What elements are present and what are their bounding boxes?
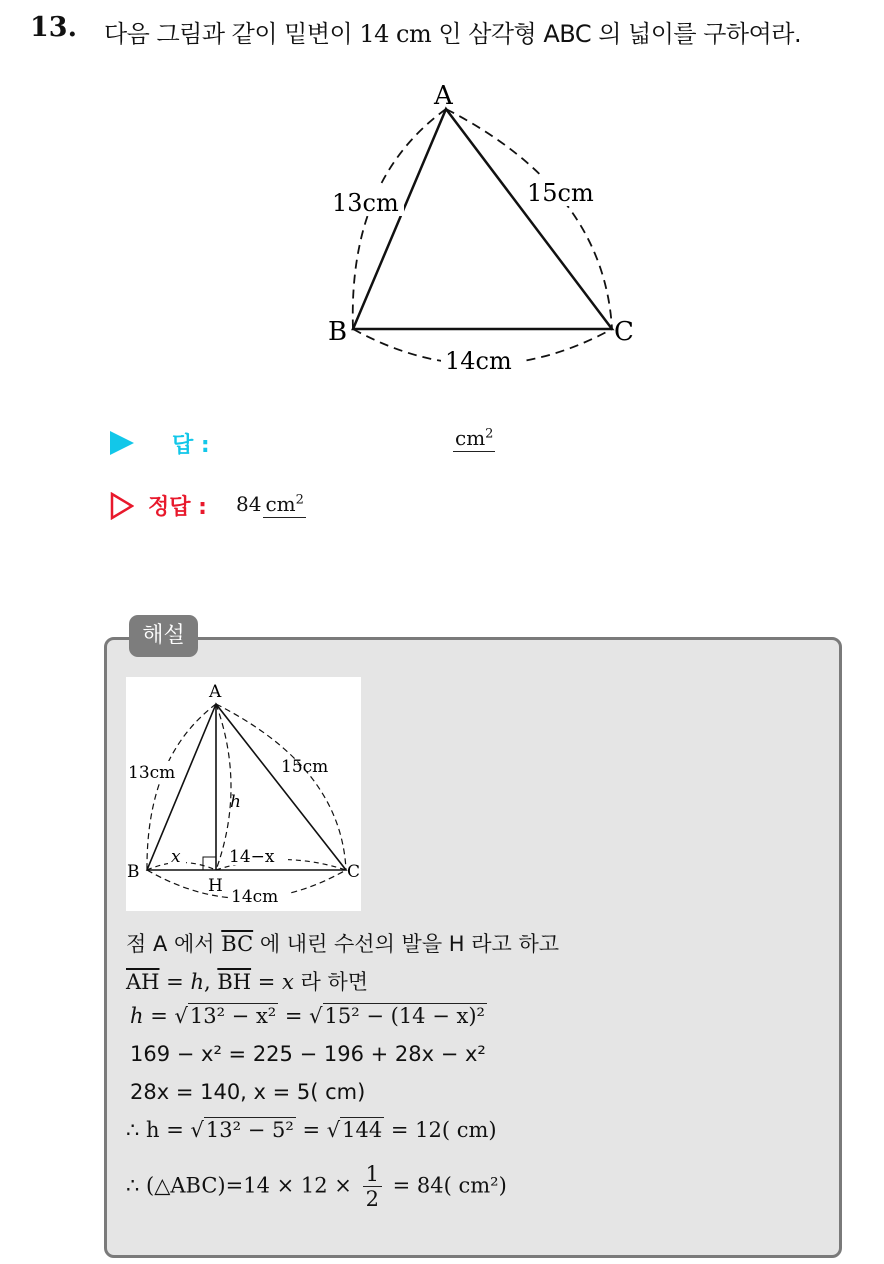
answer-label: 답 :	[172, 433, 210, 458]
sol-vertex-a: A	[209, 682, 222, 702]
solution-eq-4	[126, 1118, 497, 1142]
question-base-unit: cm	[396, 20, 432, 48]
sol-hc-label: 14−x	[229, 847, 275, 867]
sol-eq1-eq: = √	[143, 1004, 188, 1028]
question-text	[104, 14, 801, 49]
answer-unit[interactable]	[453, 426, 495, 452]
solution-eq-1	[130, 1004, 487, 1028]
sol-eq4-end: = 12( cm)	[384, 1118, 497, 1142]
key-unit-exp: 2	[295, 492, 304, 508]
question-base-value: 14	[359, 20, 389, 48]
sol-eq4-pre: ∴ h = √	[126, 1118, 204, 1142]
sol-bh-label: x	[171, 847, 181, 867]
side-bc-label: 14cm	[445, 347, 512, 375]
solution-line-1	[126, 928, 559, 958]
sol-height-label: h	[230, 792, 241, 812]
sol-eq5-fraction	[363, 1162, 382, 1211]
sol-line2-end: 라 하면	[293, 970, 369, 994]
solution-eq-5	[126, 1162, 507, 1211]
sol-eq1-radicand2: 15² − (14 − x)²	[324, 1004, 485, 1028]
sol-eq5-denominator: 2	[365, 1187, 379, 1211]
sol-line1-b: 에 내린 수선의 발을 H 라고 하고	[253, 932, 560, 956]
sol-eq1-lhs: h	[130, 1004, 144, 1028]
sol-vertex-b: B	[127, 862, 140, 882]
solution-figure	[126, 677, 361, 911]
answer-row	[110, 426, 560, 460]
sol-eq1-eq2: = √	[278, 1004, 323, 1028]
solution-eq-3: 28x = 140, x = 5( cm)	[130, 1080, 366, 1104]
solution-line-2	[126, 966, 368, 996]
key-unit-text: cm	[265, 492, 296, 516]
sol-foot-h: H	[208, 876, 223, 896]
sol-line1-seg: $\overline{BC}$	[221, 932, 254, 956]
sol-eq1-radicand1: 13² − x²	[189, 1004, 277, 1028]
sol-eq5-end: = 84( cm²)	[385, 1173, 507, 1198]
answer-unit-text: cm	[455, 426, 486, 450]
solution-eq-2: 169 − x² = 225 − 196 + 28x − x²	[130, 1042, 486, 1066]
key-arrow-icon	[110, 492, 134, 520]
sol-eq5-pre: ∴ (△ABC)=14 × 12 ×	[126, 1173, 359, 1198]
sol-line2-mid2: ,	[203, 970, 218, 994]
sol-line2-mid1: =	[159, 970, 191, 994]
side-ac-label: 15cm	[527, 179, 594, 207]
triangle-abc	[353, 109, 612, 329]
question-text-before: 다음 그림과 같이 밑변이	[104, 20, 360, 48]
sol-line1-a: 점 A 에서	[126, 932, 222, 956]
sol-eq4-mid: = √	[295, 1118, 341, 1142]
vertex-b-label: B	[328, 317, 348, 347]
vertex-a-label: A	[434, 81, 453, 111]
sol-side-ac: 15cm	[281, 757, 329, 777]
key-row	[110, 488, 610, 524]
key-value: 84	[236, 492, 262, 516]
sol-line2-var1: h	[190, 970, 204, 994]
sol-eq5-numerator: 1	[363, 1162, 382, 1187]
question-text-after: 인 삼각형 ABC 의 넓이를 구하여라.	[431, 20, 802, 48]
sol-line2-seg2: $\overline{BH}$	[217, 970, 252, 994]
key-label: 정답 :	[148, 495, 207, 520]
answer-arrow-icon	[110, 431, 134, 455]
sol-side-ab: 13cm	[128, 763, 176, 783]
sol-vertex-c: C	[347, 862, 361, 882]
sol-line2-seg1: $\overline{AH}$	[126, 970, 160, 994]
key-unit	[263, 492, 305, 518]
sol-eq4-radicand2: 144	[342, 1118, 383, 1142]
sol-side-bc: 14cm	[231, 887, 279, 907]
sol-eq4-radicand1: 13² − 5²	[205, 1118, 294, 1142]
key-answer	[236, 492, 306, 516]
answer-unit-exp: 2	[485, 426, 494, 442]
sol-line2-mid3: =	[251, 970, 283, 994]
question-number: 13.	[30, 12, 77, 43]
solution-tag: 해설	[129, 615, 198, 657]
sol-line2-var2: x	[282, 970, 294, 994]
side-ab-label: 13cm	[332, 189, 399, 217]
triangle-figure	[0, 60, 884, 460]
vertex-c-label: C	[614, 317, 634, 347]
